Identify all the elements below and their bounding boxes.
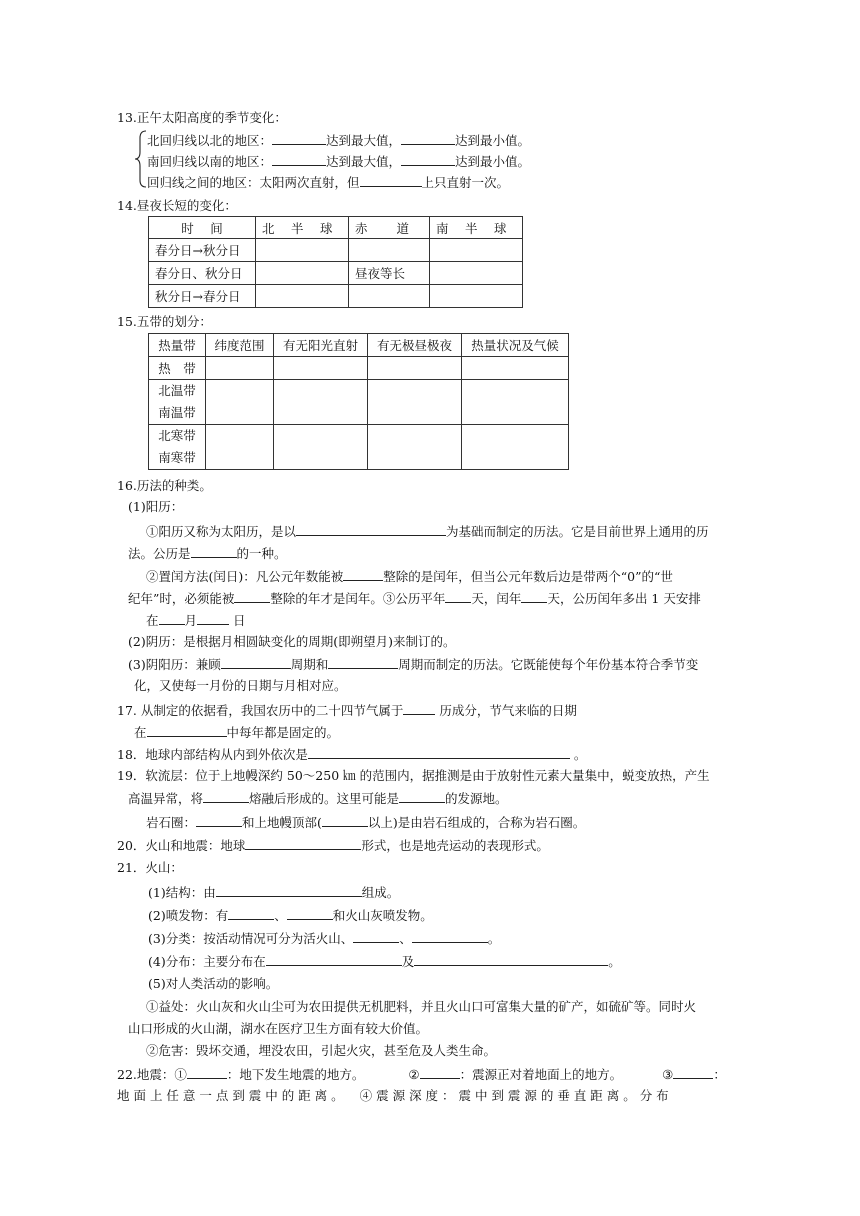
table-header: 有无阳光直射 xyxy=(274,334,368,357)
five-zones-table xyxy=(148,333,569,470)
q21-classification: (3)分类：按活动情况可分为活火山、 、 。 xyxy=(148,931,501,946)
table-cell[interactable] xyxy=(256,239,349,262)
fill-blank[interactable] xyxy=(420,1066,460,1079)
q16-lunisolar: (3)阴阳历：兼顾 周期和 周期而制定的历法。它既能使每个年份基本符合季节变 xyxy=(128,657,699,672)
q16-lunisolar-b: 化，又使每一月份的日期与月相对应。 xyxy=(134,678,347,693)
fill-blank[interactable] xyxy=(521,590,547,603)
q18-line: 18．地球内部结构从内到外依次是 。 xyxy=(117,747,587,762)
fill-blank[interactable] xyxy=(308,746,570,759)
table-cell[interactable] xyxy=(430,262,523,285)
fill-blank[interactable] xyxy=(401,153,455,166)
q14-title: 14.昼夜长短的变化： xyxy=(117,198,237,213)
table-cell[interactable] xyxy=(206,357,274,380)
table-cell[interactable] xyxy=(368,380,462,425)
fill-blank[interactable] xyxy=(353,930,399,943)
fill-blank[interactable] xyxy=(328,656,398,669)
q16-para-1: ①阳历又称为太阳历，是以 为基础而制定的历法。它是目前世界上通用的历 xyxy=(146,524,709,539)
q16-para-2c: 在 月 日 xyxy=(146,613,246,628)
q21-structure: (1)结构：由 组成。 xyxy=(148,885,400,900)
q13-line-1: 北回归线以北的地区： 达到最大值， 达到最小值。 xyxy=(147,133,531,148)
table-cell[interactable] xyxy=(349,285,430,308)
q22-line-1: 22.地震：① ：地下发生地震的地方。 ② ：震源正对着地面上的地方。 ③ ： xyxy=(117,1067,726,1082)
table-header: 北 半 球 xyxy=(256,217,349,239)
fill-blank[interactable] xyxy=(187,1066,227,1079)
fill-blank[interactable] xyxy=(673,1066,713,1079)
fill-blank[interactable] xyxy=(343,568,383,581)
table-header: 南 半 球 xyxy=(430,217,523,239)
fill-blank[interactable] xyxy=(360,174,422,187)
q22-line-2: 地 面 上 任 意 一 点 到 震 中 的 距 离 。 ④ 震 源 深 度 ： 震 中 到 震 源 的 垂 直 距 离 。 分 布 xyxy=(117,1088,669,1103)
table-cell[interactable] xyxy=(206,425,274,470)
q16-solar-heading: (1)阳历： xyxy=(128,499,184,514)
q21-distribution: (4)分布：主要分布在 及 。 xyxy=(148,954,621,969)
fill-blank[interactable] xyxy=(245,837,361,850)
fill-blank[interactable] xyxy=(287,907,333,920)
table-cell[interactable] xyxy=(274,357,368,380)
q17-line-1: 17. 从制定的依据看，我国农历中的二十四节气属于 历成分，节气来临的日期 xyxy=(117,703,577,718)
q20-line: 20．火山和地震：地球 形式，也是地壳运动的表现形式。 xyxy=(117,838,549,853)
q21-title: 21．火山： xyxy=(117,860,183,875)
fill-blank[interactable] xyxy=(272,153,326,166)
q19-line-2: 高温异常，将 熔融后形成的。这里可能是 的发源地。 xyxy=(128,791,508,806)
table-header: 热量状况及气候 xyxy=(462,334,569,357)
fill-blank[interactable] xyxy=(196,814,242,827)
table-cell[interactable] xyxy=(462,357,569,380)
q19-line-1: 19．软流层：位于上地幔深约 50～250 ㎞ 的范围内，据推测是由于放射性元素大量集中，蜕变放热，产生 xyxy=(117,768,710,783)
curly-brace-icon xyxy=(134,130,148,188)
fill-blank[interactable] xyxy=(216,884,362,897)
fill-blank[interactable] xyxy=(401,132,455,145)
table-header: 时 间 xyxy=(149,217,256,239)
table-header: 热量带 xyxy=(149,334,206,357)
q21-ejecta: (2)喷发物：有 、 和火山灰喷发物。 xyxy=(148,908,433,923)
table-cell[interactable] xyxy=(256,285,349,308)
fill-blank[interactable] xyxy=(203,790,249,803)
fill-blank[interactable] xyxy=(399,790,445,803)
fill-blank[interactable] xyxy=(221,656,291,669)
q16-para-2b: 纪年”时，必须能被 整除的年才是闰年。③公历平年 天，闰年 天，公历闰年多出 1 天安排 xyxy=(128,591,701,606)
fill-blank[interactable] xyxy=(159,612,185,625)
table-header: 纬度范围 xyxy=(206,334,274,357)
table-cell[interactable] xyxy=(368,425,462,470)
q16-title: 16.历法的种类。 xyxy=(117,478,212,493)
q17-line-2: 在 中每年都是固定的。 xyxy=(134,725,340,740)
table-cell: 北温带 南温带 xyxy=(149,380,206,425)
fill-blank[interactable] xyxy=(414,953,608,966)
q21-harm: ②危害：毁坏交通，埋没农田，引起火灾，甚至危及人类生命。 xyxy=(146,1043,497,1058)
table-cell: 春分日→秋分日 xyxy=(149,239,256,262)
table-cell[interactable] xyxy=(274,380,368,425)
q21-benefit: ①益处：火山灰和火山尘可为农田提供无机肥料，并且火山口可富集大量的矿产，如硫矿等。同时火 xyxy=(146,999,697,1014)
table-cell[interactable] xyxy=(274,425,368,470)
table-cell: 北寒带 南寒带 xyxy=(149,425,206,470)
table-cell[interactable] xyxy=(462,425,569,470)
q19-line-3: 岩石圈： 和上地幔顶部( 以上)是由岩石组成的，合称为岩石圈。 xyxy=(146,815,586,830)
fill-blank[interactable] xyxy=(322,814,368,827)
fill-blank[interactable] xyxy=(445,590,471,603)
fill-blank[interactable] xyxy=(403,702,435,715)
table-header: 有无极昼极夜 xyxy=(368,334,462,357)
q16-para-2: ②置闰方法(闰日)：凡公元年数能被 整除的是闰年，但当公元年数后边是带两个“0”的“世 xyxy=(146,569,673,584)
table-cell[interactable] xyxy=(368,357,462,380)
q13-line-2: 南回归线以南的地区： 达到最大值， 达到最小值。 xyxy=(147,154,531,169)
fill-blank[interactable] xyxy=(296,523,446,536)
table-cell[interactable] xyxy=(430,239,523,262)
q15-title: 15.五带的划分： xyxy=(117,314,212,329)
table-cell: 秋分日→春分日 xyxy=(149,285,256,308)
table-cell[interactable] xyxy=(430,285,523,308)
fill-blank[interactable] xyxy=(197,612,229,625)
table-cell: 昼夜等长 xyxy=(349,262,430,285)
table-header: 赤 道 xyxy=(349,217,430,239)
fill-blank[interactable] xyxy=(272,132,326,145)
table-cell[interactable] xyxy=(256,262,349,285)
fill-blank[interactable] xyxy=(147,724,227,737)
table-cell[interactable] xyxy=(462,380,569,425)
table-cell: 春分日、秋分日 xyxy=(149,262,256,285)
q13-line-3: 回归线之间的地区：太阳两次直射，但 上只直射一次。 xyxy=(147,175,510,190)
table-cell[interactable] xyxy=(349,239,430,262)
q21-benefit-b: 山口形成的火山湖，湖水在医疗卫生方面有较大价值。 xyxy=(128,1021,429,1036)
fill-blank[interactable] xyxy=(412,930,488,943)
q16-para-1b: 法。公历是 的一种。 xyxy=(128,546,287,561)
fill-blank[interactable] xyxy=(228,907,274,920)
fill-blank[interactable] xyxy=(191,545,237,558)
table-cell[interactable] xyxy=(206,380,274,425)
q21-impact: (5)对人类活动的影响。 xyxy=(148,976,279,991)
q13-title: 13.正午太阳高度的季节变化： xyxy=(117,110,287,125)
day-night-table xyxy=(148,216,523,308)
q16-lunar: (2)阴历：是根据月相圆缺变化的周期(即朔望月)来制订的。 xyxy=(128,634,456,649)
fill-blank[interactable] xyxy=(266,953,402,966)
table-cell: 热 带 xyxy=(149,357,206,380)
fill-blank[interactable] xyxy=(234,590,270,603)
